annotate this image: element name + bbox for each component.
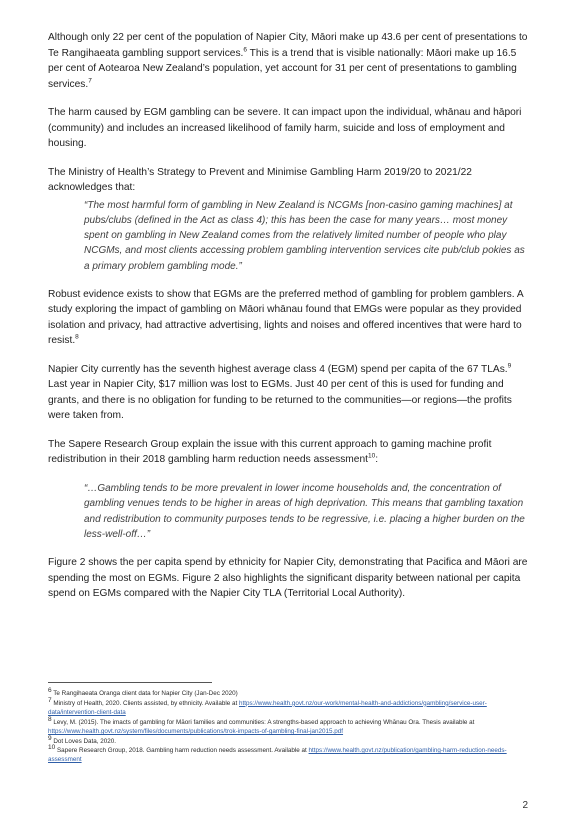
footnote-6 — [48, 686, 532, 698]
paragraph-text: Napier City currently has the seventh highest average class 4 (EGM) spend per capita of the 67 TLAs. — [48, 363, 508, 375]
footnote-number: 9 — [48, 734, 52, 742]
paragraph-text: : — [375, 454, 379, 466]
footnote-ref-9[interactable]: 9 — [507, 362, 512, 370]
footnote-divider — [48, 682, 212, 683]
paragraph-robust-evidence — [48, 287, 532, 349]
footnote-link[interactable]: https://www.health.govt.nz/system/files/documents/publications/trok-impacts-of-gambling-final-jan2015.pdf — [48, 727, 344, 735]
paragraph-sapere — [48, 437, 532, 468]
footnote-text: Dot Loves Data, 2020. — [51, 737, 117, 745]
document-body — [48, 30, 532, 615]
footnotes — [48, 686, 532, 765]
paragraph-figure-2: Figure 2 shows the per capita spend by ethnicity for Napier City, demonstrating that Pacifica and Māori are spending the most on EGMs. Figure 2 also highlights the significant disparity between national per capita spend on EGMs compared with the Napier City TLA (Territorial Local Authority). — [48, 557, 528, 600]
footnote-link[interactable]: https://www.health.govt.nz/our-work/mental-health-and-addictions/gambling/service-user-data/intervention-client-data — [48, 699, 487, 716]
footnote-number: 7 — [48, 696, 52, 704]
paragraph-text: This is a trend that is visible nationally: Māori make up 16.5 per cent of Aotearoa New Zealand’s population, yet account for 31 per cent of presentations to gambling services. — [48, 47, 517, 90]
footnote-10 — [48, 746, 532, 764]
paragraph-text: Although only 22 per cent of the population of Napier City, Māori make up 43.6 per cent of presentations to Te Rangihaeata gambling support services. — [48, 32, 528, 59]
quote-ministry: “The most harmful form of gambling in New Zealand is NCGMs [non-casino gaming machines] at pubs/clubs (defined in the Act as class 4); this has been the case for many years… most money spent on gambling in New Zealand comes from the relatively limited number of people who play NCGMs, and most clients accessing problem gambling intervention services cite pub/club pokies as a primary problem gambling mode.” — [84, 199, 525, 272]
footnote-7 — [48, 696, 532, 717]
footnote-ref-6[interactable]: 6 — [243, 46, 247, 54]
footnote-ref-8[interactable]: 8 — [75, 334, 79, 342]
footnote-text: Te Rangihaeata Oranga client data for Napier City (Jan-Dec 2020) — [51, 690, 238, 697]
footnote-ref-10[interactable]: 10 — [367, 453, 376, 461]
footnote-ref-7[interactable]: 7 — [88, 77, 92, 85]
footnote-number: 10 — [48, 744, 56, 752]
footnote-9 — [48, 734, 532, 746]
footnote-text: Ministry of Health, 2020. Clients assisted, by ethnicity. Available at — [51, 699, 239, 707]
paragraph-egm-harm: The harm caused by EGM gambling can be severe. It can impact upon the individual, whānau and hāpori (community) and includes an increased likelihood of family harm, suicide and loss of employment and housing. — [48, 107, 522, 149]
paragraph-napier-spend — [48, 362, 532, 424]
footnote-text: Levy, M. (2015). The imacts of gambling for Māori families and communities: A strengths-based approach to achieving Whānau Ora. Thesis available at — [51, 718, 475, 726]
paragraph-maori-presentations — [48, 30, 532, 92]
paragraph-text: Robust evidence exists to show that EGMs are the preferred method of gambling for problem gamblers. A study exploring the impact of gambling on Māori whānau found that EMGs were popular as they provided isolation and privacy, had attractive advertising, lights and noises and offered incentives that were hard to resist. — [48, 288, 524, 347]
footnote-text: Sapere Research Group, 2018. Gambling harm reduction needs assessment. Available at — [55, 747, 309, 755]
footnote-link[interactable]: https://www.health.govt.nz/publication/gambling-harm-reduction-needs-assessment — [48, 747, 507, 764]
footnote-8 — [48, 715, 532, 736]
page-number: 2 — [522, 800, 528, 811]
paragraph-text: Last year in Napier City, $17 million was lost to EGMs. Just 40 per cent of this is used for funding and grants, and there is no obligation for funding to be returned to the communities—or regions—the profits were taken from. — [48, 379, 512, 422]
paragraph-text: The Sapere Research Group explain the issue with this current approach to gaming machine profit redistribution in their 2018 gambling harm reduction needs assessment — [48, 438, 492, 466]
paragraph-ministry-strategy: The Ministry of Health’s Strategy to Prevent and Minimise Gambling Harm 2019/20 to 2021/22 acknowledges that: — [48, 166, 472, 193]
footnote-number: 6 — [48, 686, 52, 694]
quote-sapere: “…Gambling tends to be more prevalent in lower income households and, the concentration of gambling venues tends to be higher in areas of high deprivation. This means that gambling taxation and redistribution to community purposes tends to be regressive, i.e. placing a higher burden on the less-well-off…” — [84, 482, 525, 540]
footnote-number: 8 — [48, 715, 52, 723]
